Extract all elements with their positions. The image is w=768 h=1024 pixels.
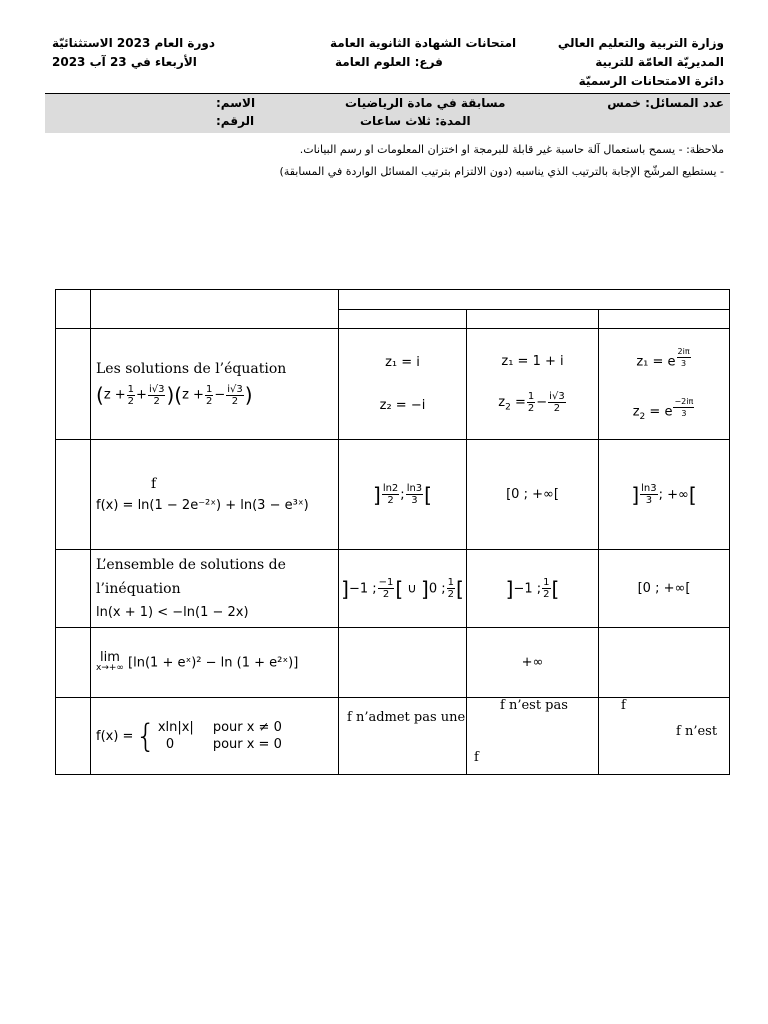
exam-date: الأربعاء في 23 آب 2023: [52, 55, 197, 69]
inequation-text-1: L’ensemble de solutions de: [96, 556, 286, 573]
calculator-note: ملاحظة: - يسمح باستعمال آلة حاسبة غير قابلة للبرمجة او اختزان المعلومات او رسم البيانات.: [299, 143, 724, 156]
inequation-text-2: l’inéquation: [96, 580, 181, 597]
answer-a-text: f n’admet pas une: [347, 710, 466, 725]
answer-a-z1: z₁ = i: [385, 355, 420, 370]
inequation: ln(x + 1) < −ln(1 − 2x): [96, 604, 249, 620]
name-label: الاسم:: [216, 96, 256, 110]
answer-b-cell: [467, 440, 599, 550]
equation: (z + $\frac{1}{2}$ + $\frac{i√3}{2}$ )(z + $\frac{1}{2}$ − $\frac{i√3}{2}$ ): [96, 383, 253, 407]
answer-b-interval: [0 ; +∞[: [506, 487, 559, 502]
answer-c-z1-base: z₁ = e: [636, 354, 676, 370]
lim-label: lim: [100, 649, 120, 665]
answer-a-cell: [339, 329, 467, 440]
answer-b-z2: $z_2$ = $\frac{1}{2}$ − $\frac{i√3}{2}$: [498, 391, 565, 414]
answer-b-cell: [467, 329, 599, 440]
answer-a-cell: [339, 628, 467, 698]
limit-body: [ln(1 + eˣ)² − ln (1 + e²ˣ)]: [128, 655, 299, 670]
piecewise-function: f(x) = { xln|x| pour x ≠ 0 0 pour x = 0: [96, 717, 282, 755]
question-cell: [91, 550, 339, 628]
answer-a-set: ]−1 ; $\frac{-1}{2}$ [ ∪ ]0 ; $\frac{1}{2}$ [: [341, 576, 464, 601]
branch-title: فرع: العلوم العامة: [335, 55, 443, 69]
question-cell: [91, 440, 339, 550]
answer-b-set: ]−1 ; $\frac{1}{2}$ [: [505, 576, 560, 601]
fx-label: f(x) =: [96, 728, 134, 744]
row-number-cell: [56, 440, 91, 550]
answer-b-cell: [467, 628, 599, 698]
row-number-cell: [56, 329, 91, 440]
case2-expr: 0: [165, 737, 175, 752]
answer-a-header: [339, 310, 467, 329]
row-number-cell: [56, 628, 91, 698]
answer-c-set: [0 ; +∞[: [637, 581, 691, 596]
lim-subscript: x→+∞: [96, 662, 124, 673]
question-cell: [91, 698, 339, 775]
answer-c-z2: $z_2 = e$ $^{\frac{-2i\pi}{3}}$: [632, 396, 694, 422]
answers-header-cell: [339, 290, 730, 310]
answer-c-z1: z₁ = e $^{\frac{2i\pi}{3}}$: [636, 347, 690, 370]
row-number-cell: [56, 550, 91, 628]
case2-cond: pour x = 0: [212, 737, 282, 752]
answer-c-text-top: f: [621, 698, 626, 713]
answer-c-cell: [599, 628, 730, 698]
exams-department-title: دائرة الامتحانات الرسميّة: [578, 74, 724, 88]
answer-c-cell: [599, 550, 730, 628]
question-text: Les solutions de l’équation: [96, 361, 287, 377]
answer-c-cell: [599, 329, 730, 440]
answer-a-z2: z₂ = −i: [379, 398, 426, 413]
question-header-cell: [91, 290, 339, 329]
number-header-cell: [56, 290, 91, 329]
answer-a-interval: ] $\frac{\ln 2}{2}$ ; $\frac{\ln 3}{3}$ [: [373, 482, 432, 507]
case1-expr: xln|x|: [157, 720, 194, 735]
mcq-table: [55, 289, 730, 775]
row-number-cell: [56, 698, 91, 775]
question-cell: [91, 628, 339, 698]
question-cell: [91, 329, 339, 440]
answer-b-cell: [467, 698, 599, 775]
answer-a-cell: [339, 550, 467, 628]
answer-b-z1: z₁ = 1 + i: [501, 354, 564, 369]
answer-c-text-mid: f n’est: [676, 724, 718, 739]
f-label: f: [151, 476, 157, 492]
subject-label: مسابقة في مادة الرياضيات: [345, 96, 506, 110]
answer-b-header: [467, 310, 599, 329]
answer-c-header: [599, 310, 730, 329]
answer-c-cell: [599, 698, 730, 775]
directorate-title: المديريّة العامّة للتربية: [595, 55, 724, 69]
exam-title: امتحانات الشهادة الثانوية العامة: [330, 36, 517, 50]
problems-count: عدد المسائل: خمس: [607, 96, 724, 110]
limit-expression: [96, 649, 338, 674]
answer-b-text-top: f n’est pas: [500, 698, 568, 713]
answer-a-cell: [339, 698, 467, 775]
answer-b-cell: [467, 550, 599, 628]
answer-a-cell: [339, 440, 467, 550]
answer-c-interval: ] $\frac{\ln 3}{3}$ ; +∞[: [631, 482, 697, 507]
ministry-title: وزارة التربية والتعليم العالي: [557, 36, 724, 50]
session-title: دورة العام 2023 الاستثنائيّة: [52, 36, 215, 50]
answer-b-text-bottom: f: [474, 750, 479, 765]
number-label: الرقم:: [216, 114, 255, 128]
case1-cond: pour x ≠ 0: [212, 720, 282, 735]
duration-label: المدة: ثلاث ساعات: [360, 114, 471, 128]
order-note: - يستطيع المرشّح الإجابة بالترتيب الذي يناسبه (دون الالتزام بترتيب المسائل الواردة في المسابقة): [279, 165, 724, 178]
answer-c-cell: [599, 440, 730, 550]
f-definition: f(x) = ln(1 − 2e⁻²ˣ) + ln(3 − e³ˣ): [96, 498, 309, 513]
answer-b-limit: +∞: [521, 655, 544, 670]
